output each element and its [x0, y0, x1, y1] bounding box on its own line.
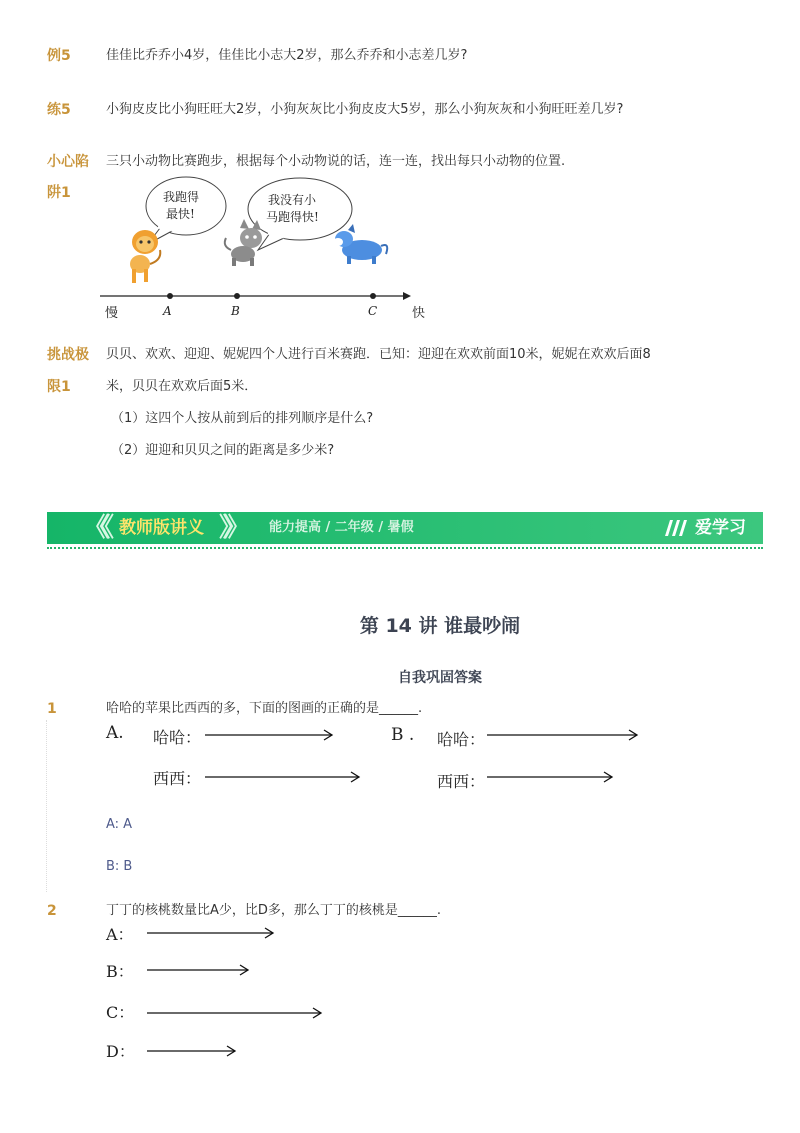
option-a-haha-label: 哈哈：: [153, 728, 202, 747]
trap-text: 三只小动物比赛跑步，根据每个小动物说的话，连一连，找出每只小动物的位置.: [106, 154, 566, 169]
challenge-label-line2: 限1: [47, 379, 71, 395]
answer-option-a: A: A: [106, 817, 133, 832]
option-b-xixi-label: 西西：: [437, 772, 486, 791]
challenge-label-line1: 挑战极: [47, 347, 89, 363]
point-a: [167, 293, 173, 299]
answer-option-b: B: B: [106, 859, 133, 874]
banner-title-2: 讲义: [170, 518, 204, 538]
cat-icon: [225, 219, 262, 266]
fast-label: 快: [412, 306, 426, 321]
arrow-diagrams: [0, 720, 800, 1080]
q2-label-a: A：: [106, 925, 134, 944]
bubble-1-line1: 我跑得: [163, 190, 200, 204]
example-5-text: 佳佳比乔乔小4岁，佳佳比小志大2岁，那么乔乔和小志差几岁?: [106, 48, 468, 63]
practice-5-text: 小狗皮皮比小狗旺旺大2岁，小狗灰灰比小狗皮皮大5岁，那么小狗灰灰和小狗旺旺差几岁?: [106, 102, 624, 117]
option-b-haha-label: 哈哈：: [437, 730, 486, 749]
point-b: [234, 293, 240, 299]
example-5-label: 例5: [47, 48, 71, 64]
lecture-subtitle: 自我巩固答案: [398, 670, 482, 686]
point-a-label: A: [163, 304, 172, 318]
q2-label-c: C：: [106, 1003, 135, 1022]
challenge-question-1: （1）这四个人按从前到后的排列顺序是什么?: [111, 411, 374, 426]
teacher-edition-banner: [47, 512, 763, 544]
number-line: [100, 292, 411, 300]
point-b-label: B: [231, 304, 240, 318]
question-2-number: 2: [47, 903, 57, 919]
bubble-2-line1: 我没有小: [268, 193, 317, 207]
horse-icon: [333, 224, 387, 264]
question-2-text: 丁丁的核桃数量比A少，比D多，那么丁丁的核桃是______.: [106, 903, 442, 918]
brand-logo-icon: [663, 516, 693, 540]
option-a-xixi-label: 西西：: [153, 769, 202, 788]
practice-5-label: 练5: [47, 102, 71, 118]
trap-label-line2: 阱1: [47, 185, 71, 201]
question-1-text: 哈哈的苹果比西西的多，下面的图画的正确的是______.: [106, 701, 423, 716]
banner-title-1: 教师版: [119, 518, 170, 538]
bubble-2-line2: 马跑得快!: [266, 210, 319, 224]
point-c: [370, 293, 376, 299]
point-c-label: C: [368, 304, 378, 318]
question-1-number: 1: [47, 701, 57, 717]
challenge-text-line2: 米，贝贝在欢欢后面5米．: [106, 379, 258, 394]
banner-subtitle: 能力提高 / 二年级 / 暑假: [269, 520, 414, 535]
slow-label: 慢: [105, 306, 119, 321]
option-b-label: B .: [391, 725, 415, 745]
challenge-text-line1: 贝贝、欢欢、迎迎、妮妮四个人进行百米赛跑．已知：迎迎在欢欢前面10米，妮妮在欢欢后面8: [106, 347, 651, 362]
brand-name: 爱学习: [695, 518, 746, 538]
banner-dotted-divider: [47, 547, 763, 549]
option-a-label: A.: [106, 723, 124, 743]
chevron-right-icon: 》》: [219, 513, 243, 543]
trap-label-line1: 小心陷: [47, 154, 89, 170]
lion-icon: [130, 230, 160, 283]
challenge-question-2: （2）迎迎和贝贝之间的距离是多少米?: [111, 443, 335, 458]
lecture-title: 第 14 讲 谁最吵闹: [359, 615, 521, 637]
chevron-left-icon: 《《: [83, 513, 107, 543]
q2-label-b: B：: [106, 962, 134, 981]
q2-label-d: D：: [106, 1042, 135, 1061]
bubble-1-line2: 最快!: [166, 207, 195, 221]
